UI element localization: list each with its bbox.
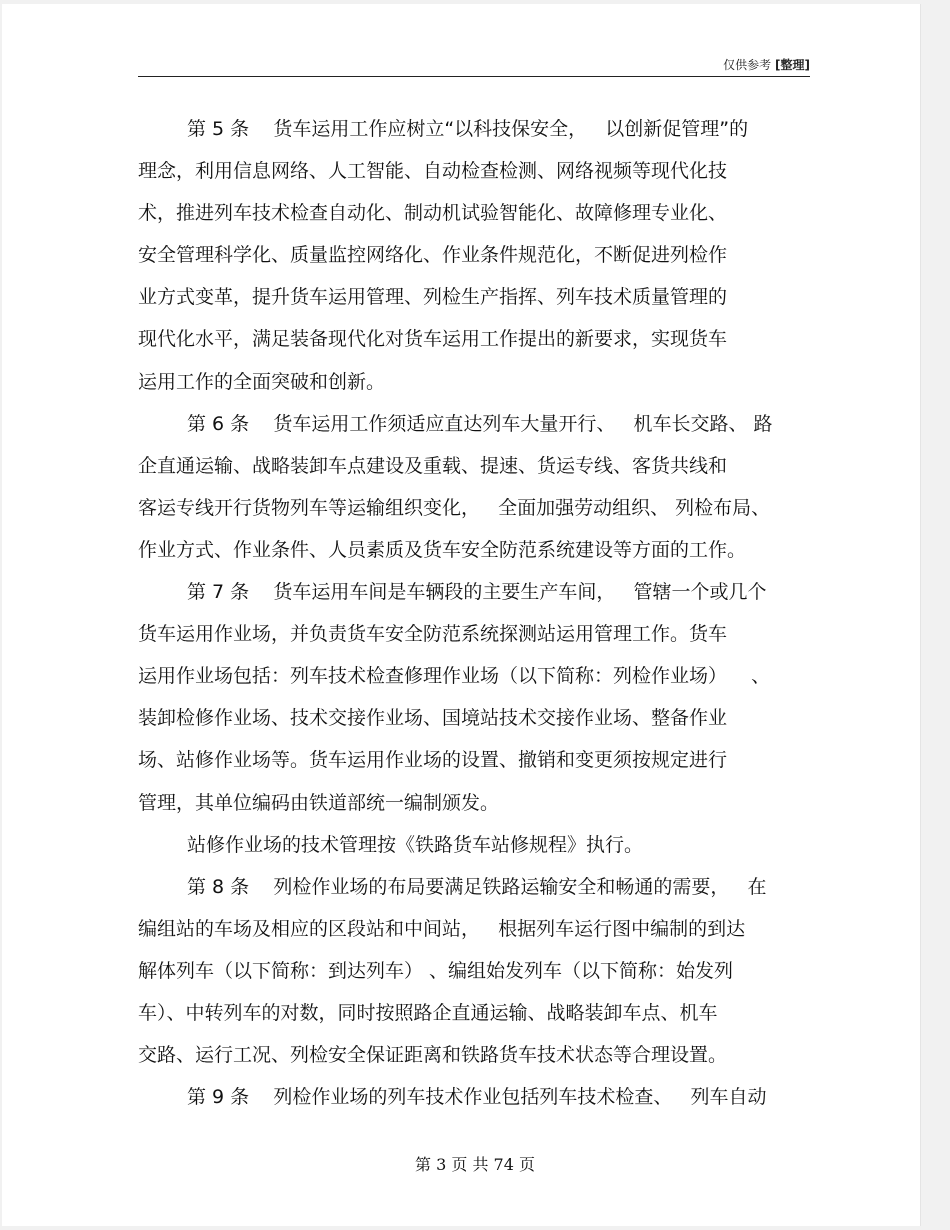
text-line: 第 6 条 货车运用工作须适应直达列车大量开行、 机车长交路、 路	[187, 412, 773, 435]
text-line: 运用工作的全面突破和创新。	[138, 370, 386, 393]
text-line: 现代化水平，满足装备现代化对货车运用工作提出的新要求，实现货车	[138, 328, 728, 351]
text-line: 业方式变革，提升货车运用管理、列检生产指挥、列车技术质量管理的	[138, 286, 728, 309]
page-header	[138, 56, 810, 77]
text-line: 运用作业场包括：列车技术检查修理作业场（以下简称：列检作业场） 、	[138, 665, 771, 688]
text-line: 理念，利用信息网络、人工智能、自动检查检测、网络视频等现代化技	[138, 160, 728, 183]
text-line: 装卸检修作业场、技术交接作业场、国境站技术交接作业场、整备作业	[138, 707, 728, 730]
text-line: 站修作业场的技术管理按《铁路货车站修规程》执行。	[187, 833, 644, 856]
header-tag: [整理]	[775, 58, 810, 72]
text-line: 交路、运行工况、列检安全保证距离和铁路货车技术状态等合理设置。	[138, 1044, 728, 1067]
text-line: 术，推进列车技术检查自动化、制动机试验智能化、故障修理专业化、	[138, 202, 728, 225]
text-line: 第 5 条 货车运用工作应树立“以科技保安全， 以创新促管理”的	[187, 118, 749, 140]
document-body	[138, 108, 810, 1118]
text-line: 编组站的车场及相应的区段站和中间站， 根据列车运行图中编制的到达	[138, 917, 746, 940]
header-text	[723, 56, 810, 73]
text-line: 客运专线开行货物列车等运输组织变化， 全面加强劳动组织、 列检布局、	[138, 496, 771, 519]
text-line: 管理，其单位编码由铁道部统一编制颁发。	[138, 791, 500, 814]
text-line: 企直通运输、战略装卸车点建设及重载、提速、货运专线、客货共线和	[138, 454, 728, 477]
text-line: 作业方式、作业条件、人员素质及货车安全防范系统建设等方面的工作。	[138, 538, 747, 561]
text-line: 解体列车（以下简称：到达列车） 、编组始发列车（以下简称：始发列	[138, 959, 734, 982]
text-line: 第 7 条 货车运用车间是车辆段的主要生产车间， 管辖一个或几个	[187, 581, 767, 604]
text-line: 货车运用作业场，并负责货车安全防范系统探测站运用管理工作。货车	[138, 623, 728, 646]
header-label: 仅供参考	[723, 58, 772, 72]
text-line: 安全管理科学化、质量监控网络化、作业条件规范化，不断促进列检作	[138, 244, 728, 267]
text-line: 场、站修作业场等。货车运用作业场的设置、撤销和变更须按规定进行	[138, 749, 728, 772]
text-line: 车）、中转列车的对数，同时按照路企直通运输、战略装卸车点、机车	[138, 1001, 718, 1024]
text-line: 第 9 条 列检作业场的列车技术作业包括列车技术检查、 列车自动	[187, 1086, 767, 1109]
text-line: 第 8 条 列检作业场的布局要满足铁路运输安全和畅通的需要， 在	[187, 875, 767, 898]
page-footer: 第 3 页 共 74 页	[415, 1155, 535, 1174]
